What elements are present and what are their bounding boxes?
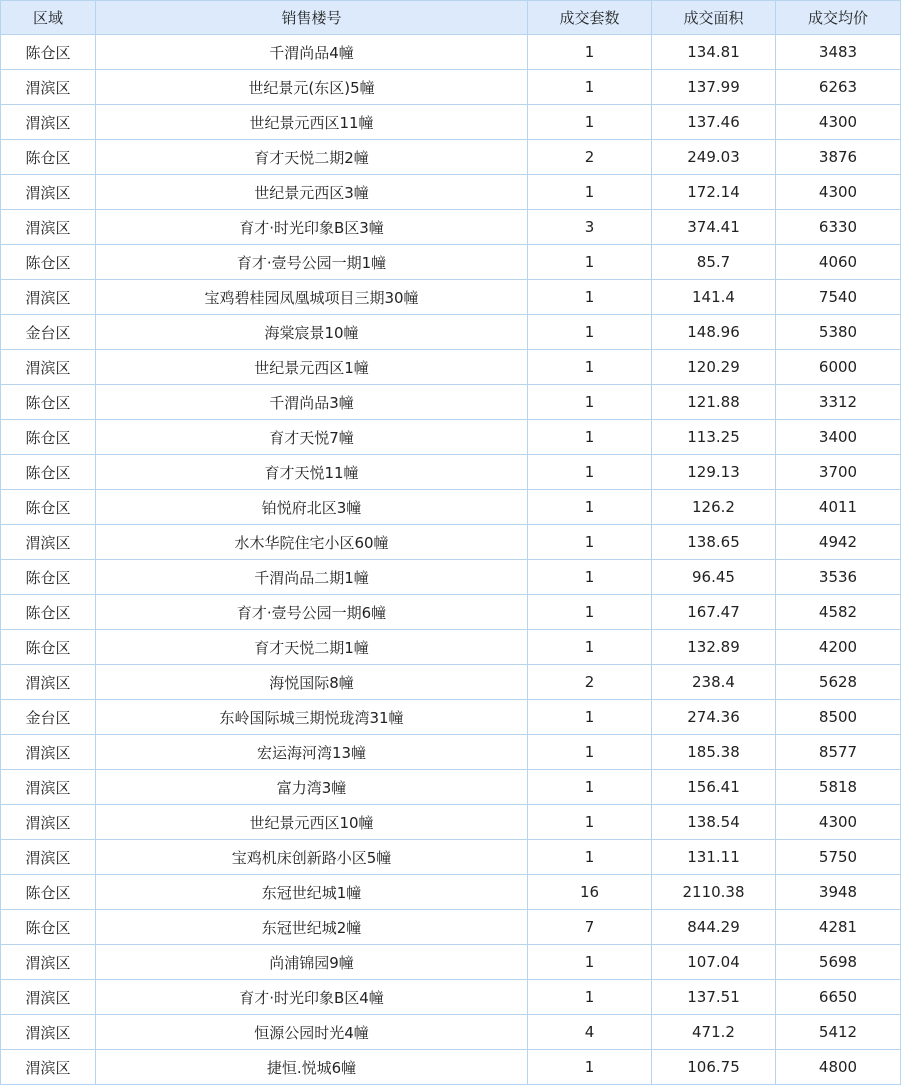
- cell-area: 132.89: [652, 630, 776, 665]
- cell-building: 育才·壹号公园一期1幢: [96, 245, 528, 280]
- cell-units: 1: [528, 525, 652, 560]
- cell-units: 2: [528, 140, 652, 175]
- cell-area: 138.54: [652, 805, 776, 840]
- cell-building: 世纪景元西区3幢: [96, 175, 528, 210]
- cell-units: 1: [528, 770, 652, 805]
- table-row: [1, 420, 901, 455]
- header-building: 销售楼号: [96, 1, 528, 35]
- table-body: [1, 35, 901, 1085]
- cell-building: 宝鸡机床创新路小区5幢: [96, 840, 528, 875]
- cell-area: 107.04: [652, 945, 776, 980]
- cell-region: 渭滨区: [1, 280, 96, 315]
- cell-avg-price: 3400: [776, 420, 901, 455]
- cell-area: 85.7: [652, 245, 776, 280]
- cell-area: 249.03: [652, 140, 776, 175]
- cell-building: 海棠宸景10幢: [96, 315, 528, 350]
- header-area: 成交面积: [652, 1, 776, 35]
- table-row: [1, 455, 901, 490]
- header-row: [1, 1, 901, 35]
- cell-area: 129.13: [652, 455, 776, 490]
- cell-region: 陈仓区: [1, 630, 96, 665]
- cell-units: 7: [528, 910, 652, 945]
- cell-building: 育才·时光印象B区4幢: [96, 980, 528, 1015]
- cell-region: 渭滨区: [1, 840, 96, 875]
- table-row: [1, 35, 901, 70]
- cell-region: 陈仓区: [1, 35, 96, 70]
- cell-units: 1: [528, 980, 652, 1015]
- cell-region: 陈仓区: [1, 140, 96, 175]
- cell-avg-price: 6263: [776, 70, 901, 105]
- cell-area: 471.2: [652, 1015, 776, 1050]
- table-row: [1, 175, 901, 210]
- cell-region: 陈仓区: [1, 385, 96, 420]
- cell-building: 世纪景元西区10幢: [96, 805, 528, 840]
- cell-avg-price: 3876: [776, 140, 901, 175]
- cell-avg-price: 4060: [776, 245, 901, 280]
- cell-building: 富力湾3幢: [96, 770, 528, 805]
- cell-building: 水木华院住宅小区60幢: [96, 525, 528, 560]
- table-row: [1, 105, 901, 140]
- cell-building: 育才天悦7幢: [96, 420, 528, 455]
- cell-avg-price: 3700: [776, 455, 901, 490]
- cell-avg-price: 4582: [776, 595, 901, 630]
- cell-avg-price: 5818: [776, 770, 901, 805]
- cell-building: 东冠世纪城1幢: [96, 875, 528, 910]
- cell-area: 185.38: [652, 735, 776, 770]
- cell-building: 世纪景元(东区)5幢: [96, 70, 528, 105]
- cell-region: 陈仓区: [1, 595, 96, 630]
- table-header: [1, 1, 901, 35]
- table-row: [1, 1050, 901, 1085]
- table-row: [1, 840, 901, 875]
- cell-units: 1: [528, 700, 652, 735]
- table-row: [1, 140, 901, 175]
- cell-area: 138.65: [652, 525, 776, 560]
- cell-area: 131.11: [652, 840, 776, 875]
- table-row: [1, 210, 901, 245]
- cell-area: 167.47: [652, 595, 776, 630]
- cell-units: 1: [528, 595, 652, 630]
- cell-units: 1: [528, 175, 652, 210]
- cell-region: 金台区: [1, 700, 96, 735]
- cell-building: 海悦国际8幢: [96, 665, 528, 700]
- cell-units: 3: [528, 210, 652, 245]
- cell-area: 2110.38: [652, 875, 776, 910]
- cell-building: 宝鸡碧桂园凤凰城项目三期30幢: [96, 280, 528, 315]
- cell-avg-price: 6000: [776, 350, 901, 385]
- cell-building: 育才·时光印象B区3幢: [96, 210, 528, 245]
- cell-units: 1: [528, 455, 652, 490]
- cell-avg-price: 4300: [776, 105, 901, 140]
- cell-units: 1: [528, 805, 652, 840]
- table-row: [1, 315, 901, 350]
- cell-building: 千渭尚品3幢: [96, 385, 528, 420]
- cell-area: 137.46: [652, 105, 776, 140]
- table-row: [1, 70, 901, 105]
- table-row: [1, 910, 901, 945]
- cell-area: 374.41: [652, 210, 776, 245]
- cell-region: 渭滨区: [1, 210, 96, 245]
- cell-region: 渭滨区: [1, 980, 96, 1015]
- cell-avg-price: 3536: [776, 560, 901, 595]
- cell-units: 1: [528, 350, 652, 385]
- cell-avg-price: 5750: [776, 840, 901, 875]
- cell-units: 1: [528, 245, 652, 280]
- cell-area: 172.14: [652, 175, 776, 210]
- cell-region: 渭滨区: [1, 175, 96, 210]
- table-row: [1, 560, 901, 595]
- cell-region: 金台区: [1, 315, 96, 350]
- cell-units: 1: [528, 840, 652, 875]
- cell-building: 育才天悦二期1幢: [96, 630, 528, 665]
- cell-building: 育才天悦二期2幢: [96, 140, 528, 175]
- cell-avg-price: 3312: [776, 385, 901, 420]
- cell-region: 陈仓区: [1, 875, 96, 910]
- table-row: [1, 490, 901, 525]
- cell-units: 1: [528, 630, 652, 665]
- cell-avg-price: 5628: [776, 665, 901, 700]
- cell-area: 134.81: [652, 35, 776, 70]
- cell-avg-price: 6650: [776, 980, 901, 1015]
- cell-building: 世纪景元西区11幢: [96, 105, 528, 140]
- cell-area: 113.25: [652, 420, 776, 455]
- table-row: [1, 700, 901, 735]
- cell-building: 千渭尚品4幢: [96, 35, 528, 70]
- cell-region: 渭滨区: [1, 350, 96, 385]
- cell-region: 渭滨区: [1, 665, 96, 700]
- cell-region: 渭滨区: [1, 1015, 96, 1050]
- table-row: [1, 805, 901, 840]
- cell-area: 96.45: [652, 560, 776, 595]
- cell-avg-price: 6330: [776, 210, 901, 245]
- cell-units: 1: [528, 945, 652, 980]
- cell-avg-price: 5412: [776, 1015, 901, 1050]
- cell-units: 1: [528, 560, 652, 595]
- cell-area: 120.29: [652, 350, 776, 385]
- cell-region: 陈仓区: [1, 420, 96, 455]
- table-row: [1, 735, 901, 770]
- cell-units: 16: [528, 875, 652, 910]
- cell-avg-price: 8577: [776, 735, 901, 770]
- cell-units: 1: [528, 105, 652, 140]
- cell-units: 1: [528, 70, 652, 105]
- table-row: [1, 350, 901, 385]
- cell-avg-price: 4011: [776, 490, 901, 525]
- cell-units: 1: [528, 35, 652, 70]
- cell-region: 渭滨区: [1, 945, 96, 980]
- cell-area: 148.96: [652, 315, 776, 350]
- cell-area: 106.75: [652, 1050, 776, 1085]
- cell-building: 恒源公园时光4幢: [96, 1015, 528, 1050]
- cell-avg-price: 3948: [776, 875, 901, 910]
- cell-region: 渭滨区: [1, 735, 96, 770]
- cell-area: 844.29: [652, 910, 776, 945]
- cell-area: 121.88: [652, 385, 776, 420]
- cell-area: 137.99: [652, 70, 776, 105]
- table-row: [1, 770, 901, 805]
- cell-building: 育才天悦11幢: [96, 455, 528, 490]
- cell-building: 世纪景元西区1幢: [96, 350, 528, 385]
- cell-building: 育才·壹号公园一期6幢: [96, 595, 528, 630]
- cell-units: 1: [528, 735, 652, 770]
- table-row: [1, 595, 901, 630]
- cell-building: 尚浦锦园9幢: [96, 945, 528, 980]
- table-row: [1, 945, 901, 980]
- table-row: [1, 245, 901, 280]
- header-units: 成交套数: [528, 1, 652, 35]
- cell-building: 铂悦府北区3幢: [96, 490, 528, 525]
- cell-region: 渭滨区: [1, 805, 96, 840]
- cell-units: 1: [528, 1050, 652, 1085]
- cell-region: 渭滨区: [1, 70, 96, 105]
- cell-units: 1: [528, 420, 652, 455]
- cell-area: 238.4: [652, 665, 776, 700]
- cell-units: 1: [528, 280, 652, 315]
- cell-region: 渭滨区: [1, 105, 96, 140]
- cell-avg-price: 5380: [776, 315, 901, 350]
- cell-building: 宏运海河湾13幢: [96, 735, 528, 770]
- cell-avg-price: 4281: [776, 910, 901, 945]
- table-row: [1, 280, 901, 315]
- cell-units: 1: [528, 385, 652, 420]
- cell-area: 156.41: [652, 770, 776, 805]
- cell-units: 1: [528, 315, 652, 350]
- cell-region: 陈仓区: [1, 245, 96, 280]
- cell-region: 陈仓区: [1, 560, 96, 595]
- cell-building: 千渭尚品二期1幢: [96, 560, 528, 595]
- cell-area: 137.51: [652, 980, 776, 1015]
- cell-avg-price: 4200: [776, 630, 901, 665]
- table-row: [1, 385, 901, 420]
- table-row: [1, 875, 901, 910]
- cell-avg-price: 8500: [776, 700, 901, 735]
- cell-region: 陈仓区: [1, 910, 96, 945]
- cell-region: 渭滨区: [1, 770, 96, 805]
- table-row: [1, 630, 901, 665]
- cell-avg-price: 5698: [776, 945, 901, 980]
- cell-region: 渭滨区: [1, 1050, 96, 1085]
- header-region: 区域: [1, 1, 96, 35]
- cell-units: 4: [528, 1015, 652, 1050]
- table-row: [1, 1015, 901, 1050]
- cell-building: 东冠世纪城2幢: [96, 910, 528, 945]
- cell-area: 141.4: [652, 280, 776, 315]
- header-avg-price: 成交均价: [776, 1, 901, 35]
- cell-area: 274.36: [652, 700, 776, 735]
- cell-units: 1: [528, 490, 652, 525]
- table-row: [1, 665, 901, 700]
- cell-region: 渭滨区: [1, 525, 96, 560]
- cell-building: 捷恒.悦城6幢: [96, 1050, 528, 1085]
- cell-units: 2: [528, 665, 652, 700]
- cell-avg-price: 4800: [776, 1050, 901, 1085]
- cell-region: 陈仓区: [1, 455, 96, 490]
- cell-area: 126.2: [652, 490, 776, 525]
- cell-avg-price: 4942: [776, 525, 901, 560]
- cell-avg-price: 4300: [776, 805, 901, 840]
- cell-building: 东岭国际城三期悦珑湾31幢: [96, 700, 528, 735]
- table-row: [1, 525, 901, 560]
- cell-region: 陈仓区: [1, 490, 96, 525]
- cell-avg-price: 7540: [776, 280, 901, 315]
- cell-avg-price: 4300: [776, 175, 901, 210]
- cell-avg-price: 3483: [776, 35, 901, 70]
- table-row: [1, 980, 901, 1015]
